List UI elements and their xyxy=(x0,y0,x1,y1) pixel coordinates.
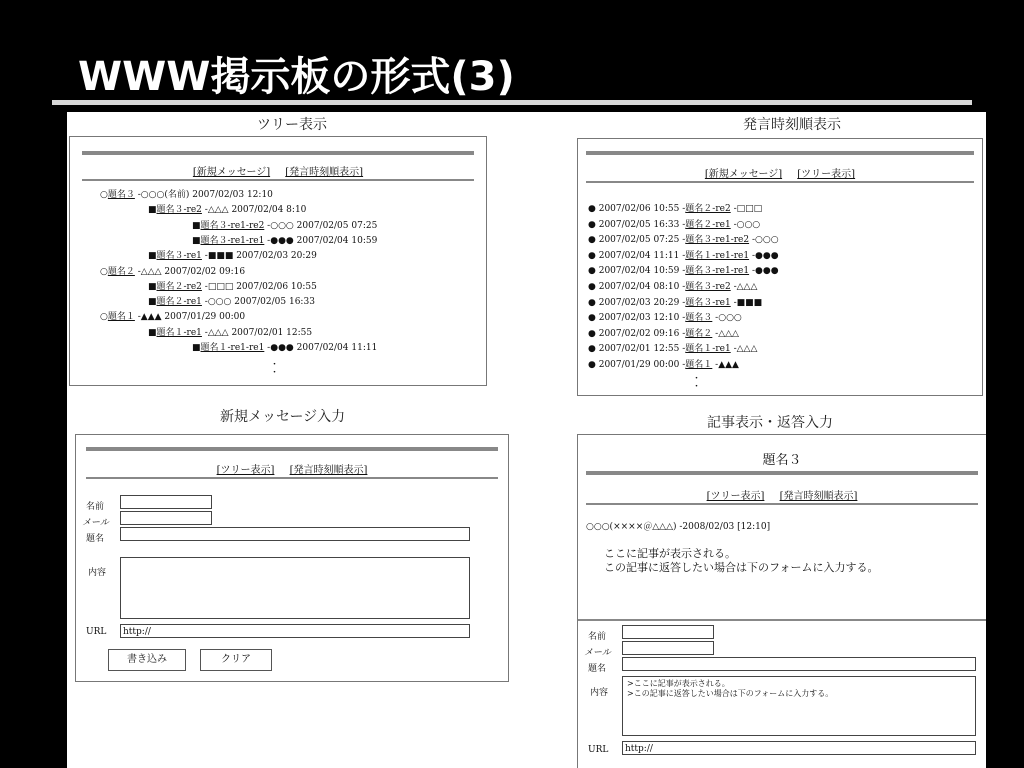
mail-field[interactable] xyxy=(622,641,714,655)
thread-link[interactable]: 題名１-re1-re1 xyxy=(200,343,265,353)
thread-link[interactable]: 題名２-re2 xyxy=(156,281,202,292)
message-link[interactable]: 題名２-re1 xyxy=(685,219,731,230)
row-bullet: ● xyxy=(588,204,599,214)
message-link[interactable]: 題名１-re1-re1 xyxy=(685,250,750,261)
row-bullet: ■ xyxy=(148,281,157,292)
row-meta: -△△△ 2007/02/02 09:16 xyxy=(134,266,246,277)
row-bullet: ● xyxy=(588,313,599,324)
divider xyxy=(586,181,974,183)
thread-link[interactable]: 題名３-re2 xyxy=(156,205,202,216)
divider xyxy=(86,477,498,479)
time-nav xyxy=(578,165,982,180)
row-author: -△△△ xyxy=(730,344,758,355)
row-bullet: ● xyxy=(588,344,599,355)
thread-link[interactable]: 題名１-re1 xyxy=(156,327,202,338)
row-author: -□□□ xyxy=(730,204,763,214)
tree-row xyxy=(148,281,317,293)
divider xyxy=(586,471,978,475)
thread-link[interactable]: 題名３-re1-re2 xyxy=(200,220,265,231)
tree-view-link[interactable]: [ツリー表示] xyxy=(706,491,765,502)
time-order-link[interactable]: [発言時刻順表示] xyxy=(289,465,368,476)
mail-field[interactable] xyxy=(120,511,212,525)
thread-link[interactable]: 題名２ xyxy=(107,266,135,277)
row-meta: -○○○ 2007/02/05 16:33 xyxy=(201,297,315,308)
tree-row xyxy=(148,250,317,262)
row-meta: -▲▲▲ 2007/01/29 00:00 xyxy=(134,312,246,323)
url-label: URL xyxy=(588,745,609,755)
row-author: -●●● xyxy=(749,266,779,277)
row-bullet: ○ xyxy=(100,190,108,200)
mail-label: メール xyxy=(82,518,109,528)
row-date: 2007/02/02 09:16 - xyxy=(598,328,686,339)
tree-row xyxy=(192,220,377,232)
subject-label: 題名 xyxy=(588,664,607,674)
reply-textarea[interactable] xyxy=(622,676,976,736)
tree-view-link[interactable]: [ツリー表示] xyxy=(216,465,275,476)
row-author: -△△△ xyxy=(730,282,758,292)
time-row xyxy=(588,203,762,215)
row-bullet: ■ xyxy=(192,220,201,231)
name-label: 名前 xyxy=(86,502,105,512)
article-title: 題名３ xyxy=(762,453,802,468)
time-row xyxy=(588,234,779,246)
tree-row xyxy=(148,204,306,216)
row-meta: -○○○ 2007/02/05 07:25 xyxy=(264,220,378,231)
screenshot-area xyxy=(67,112,986,768)
row-author: -○○○ xyxy=(712,313,742,324)
thread-link[interactable]: 題名３-re1-re1 xyxy=(200,235,265,246)
tree-nav xyxy=(70,163,486,178)
row-author: -▲▲▲ xyxy=(712,360,739,370)
row-meta: -■■■ 2007/02/03 20:29 xyxy=(201,251,317,262)
tree-row xyxy=(192,235,377,247)
time-row xyxy=(588,219,760,231)
row-author: -■■■ xyxy=(730,297,763,308)
message-link[interactable]: 題名３-re2 xyxy=(685,282,731,292)
submit-button[interactable]: 書き込み xyxy=(108,649,186,671)
row-bullet: ● xyxy=(588,328,599,339)
message-link[interactable]: 題名１ xyxy=(685,360,713,370)
new-message-link[interactable]: [新規メッセージ] xyxy=(704,169,783,180)
article-nav xyxy=(578,487,986,502)
row-date: 2007/02/04 10:59 - xyxy=(598,266,686,277)
time-row xyxy=(588,265,779,277)
row-meta: -●●● 2007/02/04 11:11 xyxy=(264,343,378,353)
message-link[interactable]: 題名１-re1 xyxy=(685,344,731,355)
divider xyxy=(586,151,974,155)
new-message-label: 新規メッセージ入力 xyxy=(220,409,346,425)
row-author: -●●● xyxy=(749,250,779,261)
subject-field[interactable] xyxy=(120,527,470,541)
reply-quote-line: >この記事に返答したい場合は下のフォームに入力する。 xyxy=(627,689,834,698)
time-row xyxy=(588,312,742,324)
row-bullet: ● xyxy=(588,219,599,230)
tree-view-panel xyxy=(69,136,487,386)
thread-link[interactable]: 題名３ xyxy=(107,190,135,200)
url-label: URL xyxy=(86,627,107,637)
time-row xyxy=(588,297,762,309)
time-row xyxy=(588,343,757,355)
time-view-label: 発言時刻順表示 xyxy=(743,117,841,133)
row-date: 2007/02/01 12:55 - xyxy=(598,344,686,355)
tree-row xyxy=(192,342,377,354)
tree-row xyxy=(148,296,315,308)
row-date: 2007/02/03 20:29 - xyxy=(598,297,686,308)
row-date: 2007/02/04 11:11 - xyxy=(598,250,686,261)
row-bullet: ● xyxy=(588,297,599,308)
row-bullet: ● xyxy=(588,266,599,277)
ellipsis: ・ ・ xyxy=(270,360,280,378)
article-view-label: 記事表示・返答入力 xyxy=(707,415,833,431)
author-line: ○○○(××××＠△△△) -2008/02/03 [12:10] xyxy=(586,522,771,532)
row-bullet: ■ xyxy=(148,251,157,262)
row-bullet: ■ xyxy=(192,343,201,353)
title-divider xyxy=(52,100,972,105)
divider xyxy=(82,179,474,181)
row-author: -○○○ xyxy=(730,219,761,230)
tree-row xyxy=(100,311,245,323)
name-field[interactable] xyxy=(120,495,212,509)
row-bullet: ● xyxy=(588,235,599,246)
body-textarea[interactable] xyxy=(120,557,470,619)
row-date: 2007/02/06 10:55 - xyxy=(598,204,686,214)
row-bullet: ■ xyxy=(148,327,157,338)
row-date: 2007/02/04 08:10 - xyxy=(598,282,686,292)
row-meta: -●●● 2007/02/04 10:59 xyxy=(264,235,378,246)
new-message-nav xyxy=(76,461,508,476)
tree-row xyxy=(100,189,273,201)
tree-view-label: ツリー表示 xyxy=(257,117,327,133)
row-bullet: ○ xyxy=(100,266,108,277)
message-link[interactable]: 題名３ xyxy=(685,313,713,324)
tree-view-link[interactable]: [ツリー表示] xyxy=(797,169,856,180)
row-meta: -□□□ 2007/02/06 10:55 xyxy=(201,281,317,292)
thread-link[interactable]: 題名３-re1 xyxy=(156,251,202,262)
tree-row xyxy=(100,266,245,278)
divider xyxy=(586,503,978,505)
row-bullet: ■ xyxy=(148,297,157,308)
reply-quote-line: >ここに記事が表示される。 xyxy=(627,679,730,688)
row-date: 2007/02/03 12:10 - xyxy=(598,313,686,324)
article-view-panel xyxy=(577,434,986,768)
url-field[interactable]: http:// xyxy=(120,624,470,638)
row-bullet: ● xyxy=(588,360,599,370)
row-date: 2007/02/05 07:25 - xyxy=(598,235,686,246)
url-field[interactable]: http:// xyxy=(622,741,976,755)
new-message-form xyxy=(75,434,509,682)
divider xyxy=(578,619,986,621)
time-row xyxy=(588,250,779,262)
time-row xyxy=(588,281,757,293)
body-label: 内容 xyxy=(88,568,107,578)
message-link[interactable]: 題名２-re2 xyxy=(685,204,731,214)
thread-link[interactable]: 題名２-re1 xyxy=(156,297,202,308)
row-bullet: ■ xyxy=(148,205,157,216)
name-label: 名前 xyxy=(588,632,607,642)
article-body-line: ここに記事が表示される。 xyxy=(604,547,736,560)
row-bullet: ● xyxy=(588,282,599,292)
mail-label: メール xyxy=(584,648,611,658)
message-link[interactable]: 題名２ xyxy=(685,328,713,339)
new-message-link[interactable]: [新規メッセージ] xyxy=(192,167,271,178)
row-bullet: ■ xyxy=(192,235,201,246)
slide-title: WWW掲示板の形式(3) xyxy=(78,54,515,100)
time-order-link[interactable]: [発言時刻順表示] xyxy=(779,491,858,502)
time-order-link[interactable]: [発言時刻順表示] xyxy=(285,167,364,178)
divider xyxy=(86,447,498,451)
article-body-line: この記事に返答したい場合は下のフォームに入力する。 xyxy=(604,561,879,574)
divider xyxy=(82,151,474,155)
row-date: 2007/01/29 00:00 - xyxy=(598,360,686,370)
row-date: 2007/02/05 16:33 - xyxy=(598,219,686,230)
time-view-panel xyxy=(577,138,983,396)
clear-button[interactable]: クリア xyxy=(200,649,272,671)
time-row xyxy=(588,328,739,340)
body-label: 内容 xyxy=(590,688,609,698)
ellipsis: ・ ・ xyxy=(692,374,702,392)
row-meta: -△△△ 2007/02/04 8:10 xyxy=(201,205,307,216)
message-link[interactable]: 題名３-re1-re2 xyxy=(685,235,750,246)
row-meta: -○○○(名前) 2007/02/03 12:10 xyxy=(134,190,273,200)
row-meta: -△△△ 2007/02/01 12:55 xyxy=(201,327,313,338)
time-row xyxy=(588,359,739,371)
row-bullet: ○ xyxy=(100,312,108,323)
subject-field[interactable] xyxy=(622,657,976,671)
name-field[interactable] xyxy=(622,625,714,639)
subject-label: 題名 xyxy=(86,534,105,544)
message-link[interactable]: 題名３-re1-re1 xyxy=(685,266,750,277)
thread-link[interactable]: 題名１ xyxy=(107,312,135,323)
row-bullet: ● xyxy=(588,250,599,261)
tree-row xyxy=(148,327,312,339)
message-link[interactable]: 題名３-re1 xyxy=(685,297,731,308)
row-author: -○○○ xyxy=(749,235,779,246)
row-author: -△△△ xyxy=(712,328,739,339)
